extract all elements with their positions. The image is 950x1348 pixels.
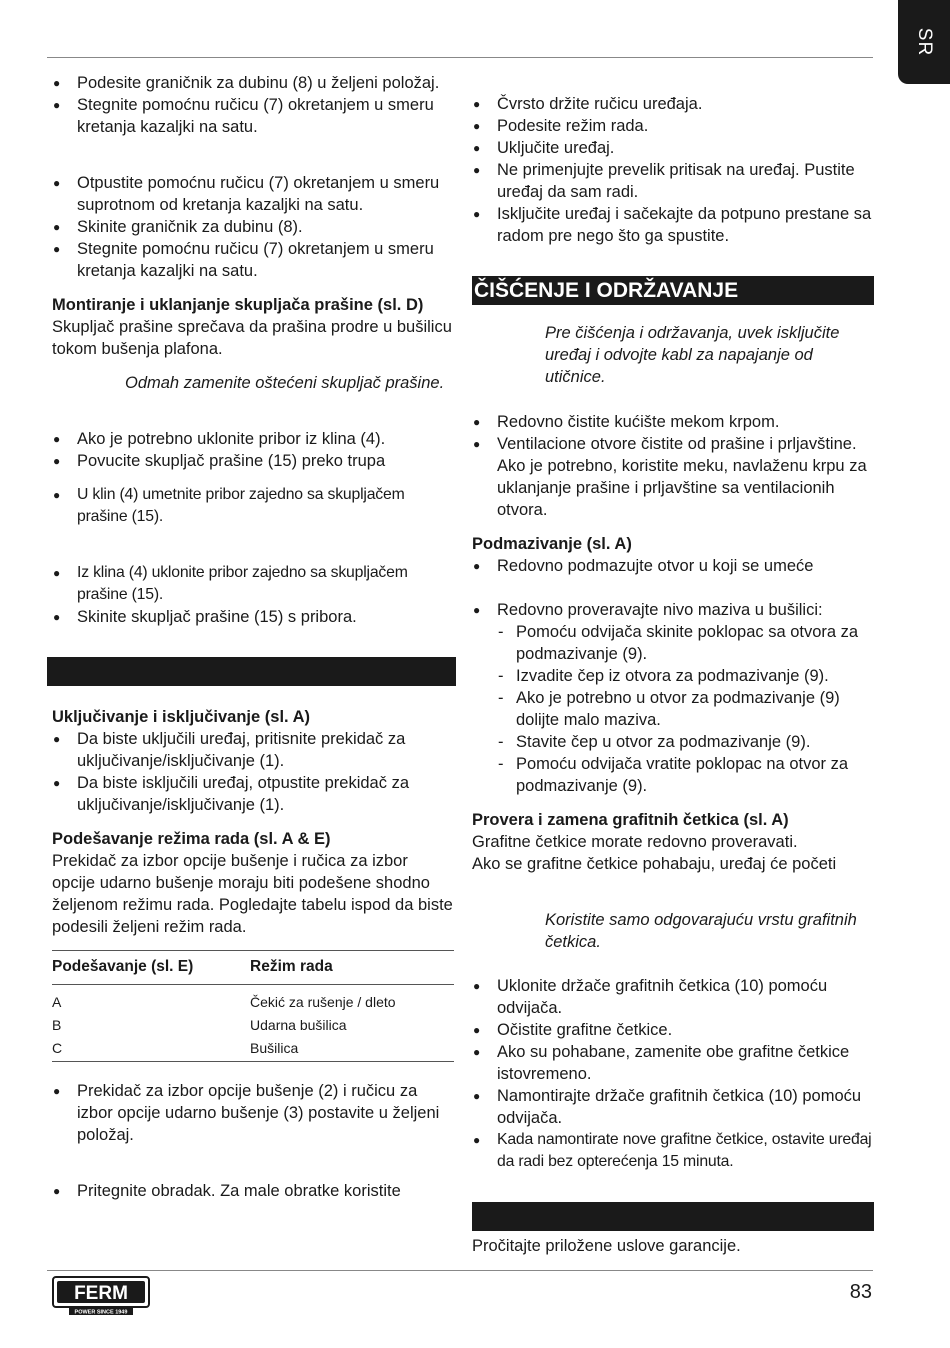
on-off-heading: Uključivanje i isključivanje (sl. A) <box>52 708 310 726</box>
warranty-section-bar <box>472 1202 874 1231</box>
top-rule <box>47 57 873 58</box>
lubrication-list <box>472 555 874 577</box>
list-item: ● Stegnite pomoćnu ručicu (7) okretanjem u smeru kretanja kazaljki na satu. <box>52 94 454 138</box>
dust-collector-text: Skupljač prašine sprečava da prašina prodre u bušilicu tokom bušenja plafona. <box>52 318 452 358</box>
remove-accessory-list <box>52 562 454 628</box>
language-tab <box>898 0 950 84</box>
clamp-workpiece-list <box>52 1180 454 1202</box>
depth-stop-set-list <box>52 72 454 138</box>
list-item: - Pomoću odvijača vratite poklopac na otvor za podmazivanje (9). <box>497 753 874 797</box>
list-item: ● Čvrsto držite ručicu uređaja. <box>472 93 874 115</box>
list-item: ● Očistite grafitne četkice. <box>472 1019 874 1041</box>
warranty-text: Pročitajte priložene uslove garancije. <box>472 1237 741 1255</box>
list-item: ● Kada namontirate nove grafitne četkice, ostavite uređaj da radi bez opterećenja 15 minuta. <box>472 1129 874 1173</box>
list-item: ● Podesite graničnik za dubinu (8) u željeni položaj. <box>52 72 454 94</box>
table-header-mode: Režim rada <box>250 951 454 985</box>
mode-table <box>52 950 454 1062</box>
table-cell: B <box>52 1017 62 1033</box>
table-cell: Bušilica <box>250 1037 454 1062</box>
list-item: ● Namontirajte držače grafitnih četkica (10) pomoću odvijača. <box>472 1085 874 1129</box>
table-row <box>52 1037 454 1062</box>
mode-heading: Podešavanje režima rada (sl. A & E) <box>52 830 331 848</box>
left-column <box>52 72 454 1202</box>
list-item: - Pomoću odvijača skinite poklopac sa otvora za podmazivanje (9). <box>497 621 874 665</box>
list-item: ● Ne primenjujte prevelik pritisak na uređaj. Pustite uređaj da sam radi. <box>472 159 874 203</box>
list-item: ● U klin (4) umetnite pribor zajedno sa skupljačem prašine (15). <box>52 484 454 528</box>
list-item: ● Ventilacione otvore čistite od prašine i prljavštine. Ako je potrebno, koristite meku, navlaženu krpu za uklanjanje prašine i prljavštine sa ventilacionih otvora. <box>472 433 874 521</box>
list-item: ● Redovno proveravajte nivo maziva u bušilici: <box>472 599 874 621</box>
lubrication-heading: Podmazivanje (sl. A) <box>472 535 632 553</box>
dust-collector-heading: Montiranje i uklanjanje skupljača prašine (sl. D) <box>52 296 424 314</box>
depth-stop-remove-list <box>52 172 454 282</box>
insert-accessory-list <box>52 484 454 528</box>
svg-text:POWER SINCE 1949: POWER SINCE 1949 <box>74 1309 128 1316</box>
table-row <box>52 985 454 1015</box>
list-item: ● Pritegnite obradak. Za male obratke koristite <box>52 1180 454 1202</box>
bottom-rule <box>47 1270 873 1271</box>
list-item: ● Iz klina (4) uklonite pribor zajedno sa skupljačem prašine (15). <box>52 562 454 606</box>
table-cell: Udarna bušilica <box>250 1017 347 1033</box>
dust-collector-mount-list <box>52 428 454 472</box>
page-number: 83 <box>849 1281 872 1303</box>
list-item: ● Isključite uređaj i sačekajte da potpuno prestane sa radom pre nego što ga spustite. <box>472 203 874 247</box>
list-item: ● Skinite skupljač prašine (15) s pribora. <box>52 606 454 628</box>
list-item: ● Skinite graničnik za dubinu (8). <box>52 216 454 238</box>
maintenance-note: Pre čišćenja i održavanja, uvek isključite uređaj i odvojte kabl za napajanje od utičnice. <box>545 324 840 386</box>
list-item: ● Da biste uključili uređaj, pritisnite prekidač za uključivanje/isključivanje (1). <box>52 728 454 772</box>
svg-text:FERM: FERM <box>74 1283 128 1304</box>
list-item: ● Ako je potrebno uklonite pribor iz klina (4). <box>52 428 454 450</box>
dust-collector-note: Odmah zamenite oštećeni skupljač prašine. <box>125 374 445 392</box>
table-cell: Čekić za rušenje / dleto <box>250 994 396 1010</box>
list-item: - Ako je potrebno u otvor za podmazivanje (9) dolijte malo maziva. <box>497 687 874 731</box>
right-column <box>472 93 874 1257</box>
table-cell: C <box>52 1037 250 1062</box>
cleaning-list <box>472 411 874 521</box>
list-item: ● Ako su pohabane, zamenite obe grafitne četkice istovremeno. <box>472 1041 874 1085</box>
lubrication-steps <box>472 621 874 797</box>
list-item: ● Redovno podmazujte otvor u koji se umeće <box>472 555 874 577</box>
operation-section-bar <box>47 657 456 686</box>
list-item: ● Uključite uređaj. <box>472 137 874 159</box>
lubrication-check-list <box>472 599 874 621</box>
operation-steps-list <box>472 93 874 247</box>
brush-text: Ako se grafitne četkice pohabaju, uređaj će početi <box>472 855 837 873</box>
brush-text: Grafitne četkice morate redovno proveravati. <box>472 833 798 851</box>
mode-select-list <box>52 1080 454 1146</box>
list-item: ● Uklonite držače grafitnih četkica (10) pomoću odvijača. <box>472 975 874 1019</box>
list-item: ● Podesite režim rada. <box>472 115 874 137</box>
table-header-setting: Podešavanje (sl. E) <box>52 951 250 985</box>
list-item: ● Da biste isključili uređaj, otpustite prekidač za uključivanje/isključivanje (1). <box>52 772 454 816</box>
cleaning-maintenance-section-bar: ČIŠĆENJE I ODRŽAVANJE <box>472 276 874 305</box>
list-item: ● Prekidač za izbor opcije bušenje (2) i ručicu za izbor opcije udarno bušenje (3) postavite u željeni položaj. <box>52 1080 454 1146</box>
list-item: - Stavite čep u otvor za podmazivanje (9). <box>497 731 874 753</box>
mode-text: Prekidač za izbor opcije bušenje i ručica za izbor opcije udarno bušenje moraju biti podešene shodno željenom režimu rada. Pogledajte tabelu ispod da biste podesili željeni režim rada. <box>52 852 453 936</box>
list-item: ● Stegnite pomoćnu ručicu (7) okretanjem u smeru kretanja kazaljki na satu. <box>52 238 454 282</box>
table-row <box>52 1014 454 1037</box>
list-item: ● Otpustite pomoćnu ručicu (7) okretanjem u smeru suprotnom od kretanja kazaljki na satu. <box>52 172 454 216</box>
language-code: SR <box>914 27 935 57</box>
brush-note: Koristite samo odgovarajuću vrstu grafitnih četkica. <box>545 911 857 951</box>
table-cell: A <box>52 994 62 1010</box>
list-item: ● Povucite skupljač prašine (15) preko trupa <box>52 450 454 472</box>
on-off-list <box>52 728 454 816</box>
list-item: - Izvadite čep iz otvora za podmazivanje (9). <box>497 665 874 687</box>
brush-heading: Provera i zamena grafitnih četkica (sl. A) <box>472 811 789 829</box>
ferm-logo <box>52 1276 150 1316</box>
brush-replace-list <box>472 975 874 1173</box>
list-item: ● Redovno čistite kućište mekom krpom. <box>472 411 874 433</box>
